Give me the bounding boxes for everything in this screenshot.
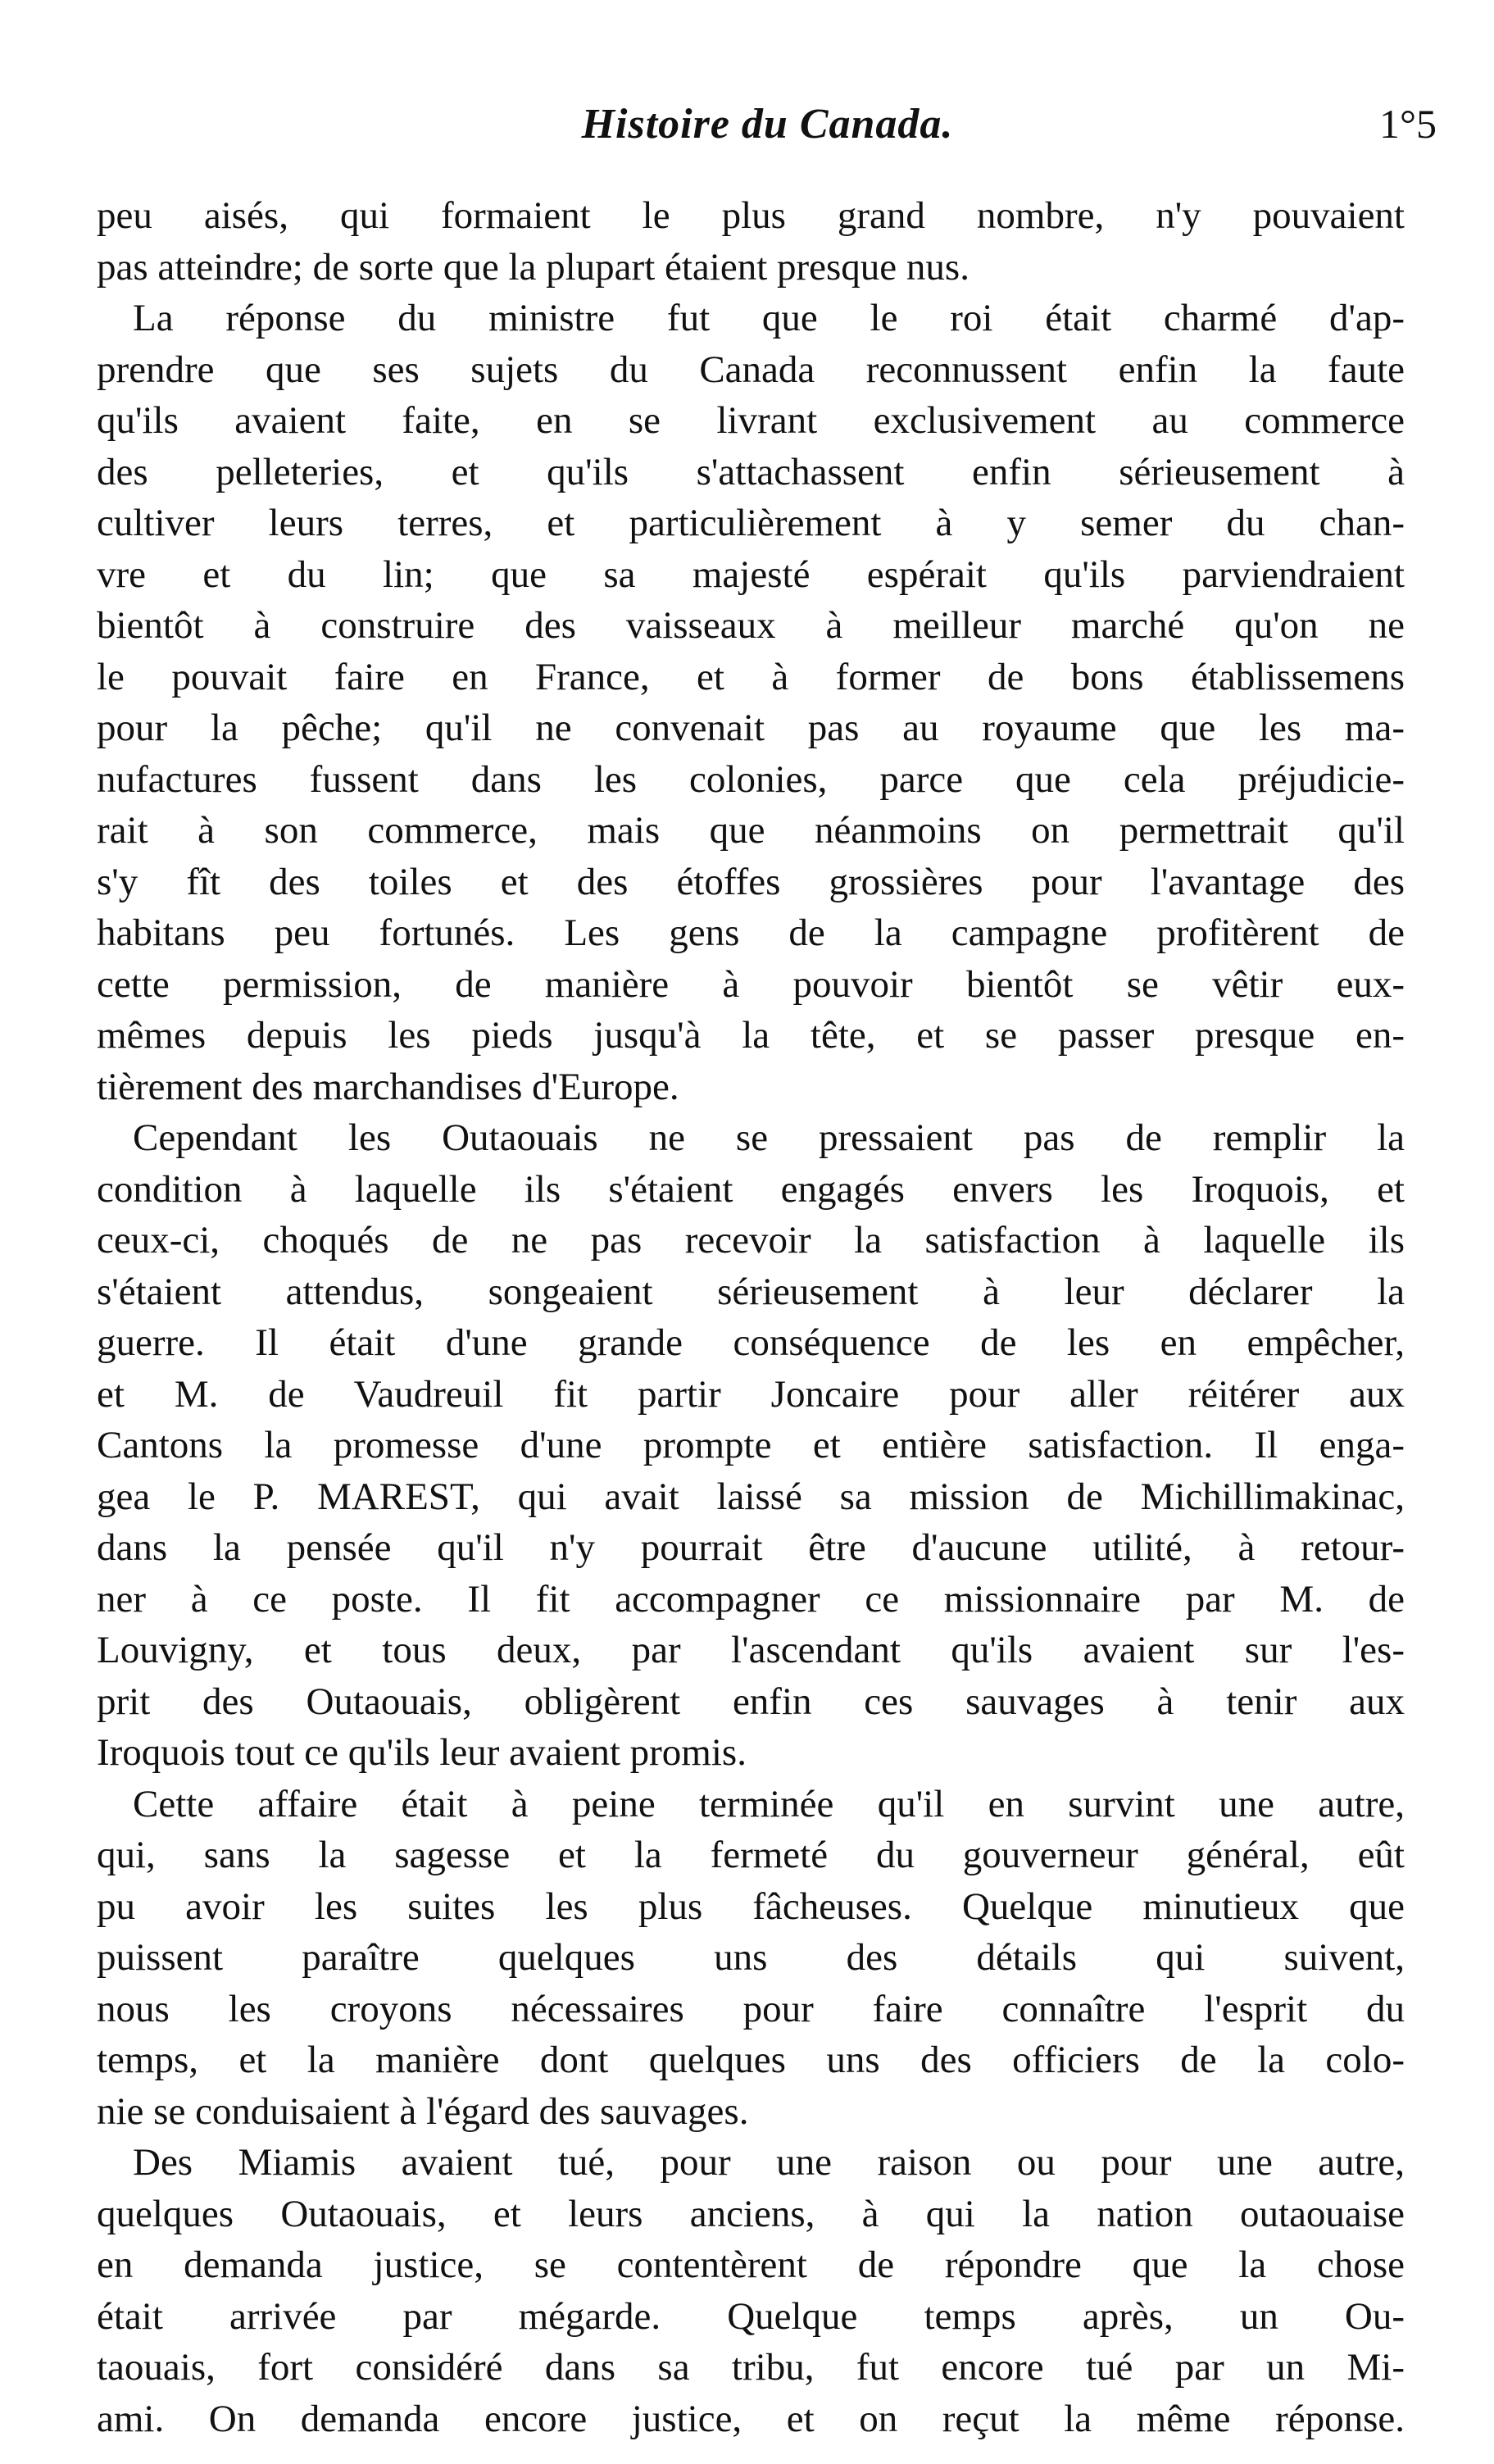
- text-line: prendre que ses sujets du Canada reconnussent enfin la faute: [97, 348, 1405, 391]
- text-line: ner à ce poste. Il fit accompagner ce missionnaire par M. de: [97, 1577, 1405, 1621]
- text-line: qu'ils avaient faite, en se livrant exclusivement au commerce: [97, 399, 1405, 442]
- text-line: Cantons la promesse d'une prompte et entière satisfaction. Il enga-: [97, 1424, 1405, 1466]
- text-line: taouais, fort considéré dans sa tribu, fut encore tué par un Mi-: [97, 2346, 1405, 2389]
- text-line: Iroquois tout ce qu'ils leur avaient promis.: [97, 1731, 747, 1774]
- text-line: La réponse du ministre fut que le roi était charmé d'ap-: [133, 297, 1405, 339]
- text-line: vre et du lin; que sa majesté espérait qu'ils parviendraient: [97, 552, 1405, 596]
- text-line: cultiver leurs terres, et particulièrement à y semer du chan-: [97, 502, 1405, 544]
- text-line: pu avoir les suites les plus fâcheuses. Quelque minutieux que: [97, 1884, 1405, 1928]
- text-line: s'étaient attendus, songeaient sérieusement à leur déclarer la: [97, 1270, 1405, 1313]
- text-line: nous les croyons nécessaires pour faire connaître l'esprit du: [97, 1987, 1405, 2030]
- text-line: Cette affaire était à peine terminée qu'il en survint une autre,: [133, 1782, 1405, 1825]
- text-line: nufactures fussent dans les colonies, parce que cela préjudicie-: [97, 757, 1405, 801]
- text-line: en demanda justice, se contentèrent de répondre que la chose: [97, 2244, 1405, 2286]
- text-line: rait à son commerce, mais que néanmoins on permettrait qu'il: [97, 809, 1405, 852]
- text-line: ceux-ci, choqués de ne pas recevoir la satisfaction à laquelle ils: [97, 1219, 1405, 1262]
- text-line: cette permission, de manière à pouvoir bientôt se vêtir eux-: [97, 962, 1405, 1006]
- page-number: 1°5: [1379, 101, 1437, 147]
- text-line: condition à laquelle ils s'étaient engagés envers les Iroquois, et: [97, 1167, 1405, 1211]
- text-line: prit des Outaouais, obligèrent enfin ces sauvages à tenir aux: [97, 1680, 1405, 1723]
- text-line: Cependant les Outaouais ne se pressaient pas de remplir la: [133, 1116, 1405, 1159]
- text-line: puissent paraître quelques uns des détails qui suivent,: [97, 1936, 1405, 1979]
- text-line: Louvigny, et tous deux, par l'ascendant qu'ils avaient sur l'es-: [97, 1629, 1405, 1671]
- text-line: tièrement des marchandises d'Europe.: [97, 1065, 679, 1108]
- text-line: guerre. Il était d'une grande conséquence de les en empêcher,: [97, 1321, 1405, 1364]
- running-title: Histoire du Canada.: [581, 101, 954, 148]
- text-line: dans la pensée qu'il n'y pourrait être d'aucune utilité, à retour-: [97, 1526, 1405, 1569]
- text-line: gea le P. MAREST, qui avait laissé sa mission de Michillimakinac,: [97, 1475, 1405, 1518]
- text-line: ami. On demanda encore justice, et on reçut la même réponse.: [97, 2397, 1405, 2440]
- text-line: peu aisés, qui formaient le plus grand nombre, n'y pouvaient: [97, 194, 1405, 237]
- text-body: [97, 190, 1405, 2444]
- text-line: et M. de Vaudreuil fit partir Joncaire pour aller réitérer aux: [97, 1372, 1405, 1416]
- text-line: habitans peu fortunés. Les gens de la campagne profitèrent de: [97, 911, 1405, 954]
- text-line: le pouvait faire en France, et à former de bons établissemens: [97, 655, 1405, 698]
- running-head: [98, 100, 1437, 166]
- text-line: pas atteindre; de sorte que la plupart étaient presque nus.: [97, 245, 970, 289]
- text-line: était arrivée par mégarde. Quelque temps après, un Ou-: [97, 2294, 1405, 2338]
- text-line: pour la pêche; qu'il ne convenait pas au royaume que les ma-: [97, 707, 1405, 749]
- text-line: nie se conduisaient à l'égard des sauvages.: [97, 2089, 749, 2133]
- text-line: qui, sans la sagesse et la fermeté du gouverneur général, eût: [97, 1834, 1405, 1876]
- text-line: temps, et la manière dont quelques uns des officiers de la colo-: [97, 2039, 1405, 2081]
- text-line: bientôt à construire des vaisseaux à meilleur marché qu'on ne: [97, 604, 1405, 647]
- text-line: mêmes depuis les pieds jusqu'à la tête, et se passer presque en-: [97, 1014, 1405, 1057]
- text-line: quelques Outaouais, et leurs anciens, à qui la nation outaouaise: [97, 2192, 1405, 2235]
- text-line: Des Miamis avaient tué, pour une raison ou pour une autre,: [133, 2141, 1405, 2184]
- text-line: s'y fît des toiles et des étoffes grossières pour l'avantage des: [97, 860, 1405, 903]
- text-line: des pelleteries, et qu'ils s'attachassent enfin sérieusement à: [97, 450, 1405, 493]
